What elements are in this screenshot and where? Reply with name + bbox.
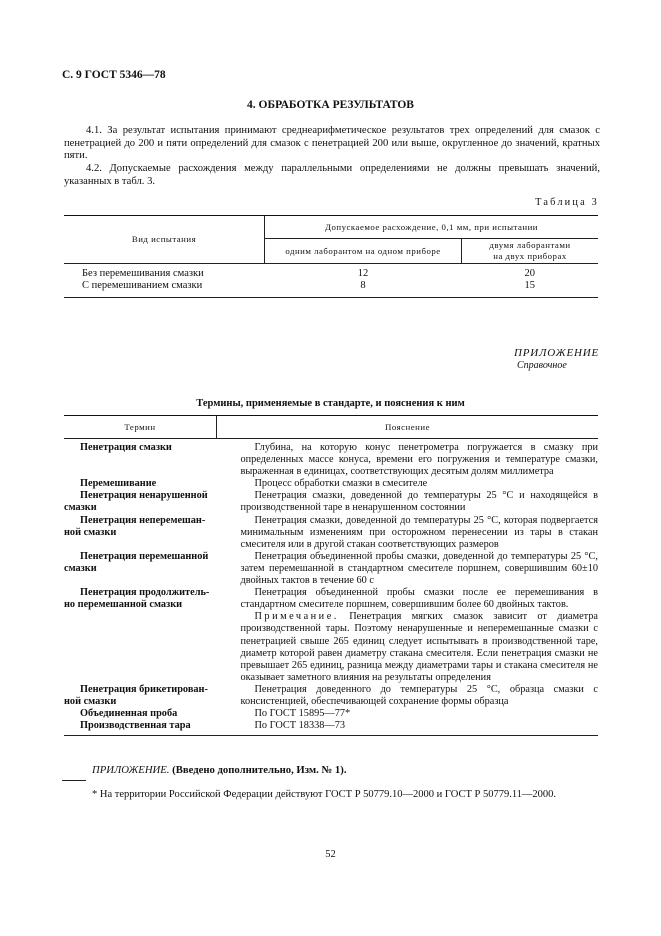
table-3-label: Таблица 3 bbox=[535, 197, 599, 208]
row-value-two-labs: 20 bbox=[524, 268, 535, 279]
term-definition: Пенетрация объединенной пробы смазки после ее перемешивания в стандартном смесителе поршнем, совершившим более 60 двойных тактов. Примечание. Пенетрация мягких смазок зависит от диаметра производственной тары. Поэтому ненарушенные и неперемешанные смазки с пенетрацией свыше 265 единиц следует испытывать в производственной таре, диаметр которой равен диаметру стакана смесителя. Если пенетрация смазки не превышает 265 единиц, разница между диаметрами тары и стакана смесителя не оказывает заметного влияния на результаты определения bbox=[240, 587, 598, 683]
term-definition: Пенетрация смазки, доведенной до температуры 25 °С и находящейся в производственной таре в ненарушенном состоянии bbox=[240, 490, 598, 514]
paragraph-4-2: 4.2. Допускаемые расхождения между параллельными определениями не должны превышать значений, указанных в табл. 3. bbox=[64, 163, 600, 187]
term-note bbox=[241, 611, 599, 684]
term-definition: По ГОСТ 15895—77* bbox=[254, 708, 351, 720]
term-name: Пенетрация ненарушенной смазки bbox=[64, 490, 208, 514]
term-definition: Процесс обработки смазки в смесителе bbox=[254, 478, 428, 490]
term-name: Пенетрация продолжитель- но перемешанной смазки bbox=[64, 587, 210, 611]
page-header: С. 9 ГОСТ 5346—78 bbox=[62, 69, 166, 81]
page-number: 52 bbox=[325, 849, 336, 860]
term-name: Пенетрация смазки bbox=[80, 442, 172, 453]
header-term: Термин bbox=[64, 416, 217, 439]
term-definition: Глубина, на которую конус пенетрометра погружается в смазку при определенных массе конуса, времени его погружения и температуре смазки, выраженная в единицах, соответствующих десятым долям миллиметра bbox=[240, 442, 598, 478]
amendment-note bbox=[92, 764, 347, 776]
term-name: Производственная тара bbox=[64, 720, 217, 736]
header-test-type: Вид испытания bbox=[64, 216, 265, 264]
terms-table-title: Термины, применяемые в стандарте, и пояснения к ним bbox=[196, 398, 465, 409]
paragraph-4-1: 4.1. За результат испытания принимают среднеарифметическое результатов трех определений для смазок с пенетрацией до 200 и пяти определений для смазок с пенетрацией 200 или выше, округленное до значений, кратных пяти. bbox=[64, 125, 600, 162]
term-definition: Пенетрация смазки, доведенной до температуры 25 °С, которая подвергается минимальным изменениям при осторожном перенесении из тары в стакан смесителя или в другой стакан соответствующих размеров bbox=[240, 514, 598, 550]
terms-table bbox=[64, 415, 598, 736]
tolerance-table bbox=[64, 215, 598, 298]
appendix-title: ПРИЛОЖЕНИЕ bbox=[514, 347, 599, 359]
row-value-one-lab: 12 bbox=[357, 268, 369, 279]
row-value-one-lab: 8 bbox=[265, 280, 462, 298]
amendment-text: (Введено дополнительно, Изм. № 1). bbox=[172, 764, 347, 776]
term-definition: Пенетрация объединенной пробы смазки, доведенной до температуры 25 °С, затем перемешанной в стандартном смесителе поршнем, совершившим 60±10 двойных тактов в течение 60 с bbox=[240, 550, 598, 587]
header-explanation: Пояснение bbox=[217, 416, 599, 439]
row-label: Без перемешивания смазки bbox=[82, 268, 204, 279]
amendment-label: ПРИЛОЖЕНИЕ. bbox=[92, 764, 170, 776]
note-text: Пенетрация мягких смазок зависит от диаметра производственной тары. Поэтому ненарушенные и неперемешанные смазки с пенетрацией свыше 265 единиц следует испытывать в производственной таре, диаметр которой равен диаметру стакана смесителя. Если пенетрация смазки не превышает 265 единиц, разница между диаметрами тары и стакана смесителя не оказывает заметного влияния на результаты определения bbox=[240, 611, 598, 683]
term-name: Пенетрация перемешанной смазки bbox=[64, 550, 209, 574]
term-definition: По ГОСТ 18338—73 bbox=[217, 720, 599, 736]
footnote-divider bbox=[62, 780, 86, 781]
term-name: Пенетрация неперемешан- ной смазки bbox=[64, 514, 206, 538]
footnote: * На территории Российской Федерации действуют ГОСТ Р 50779.10—2000 и ГОСТ Р 50779.11—2000. bbox=[92, 789, 557, 800]
term-definition: Пенетрация доведенного до температуры 25 °С, образца смазки с консистенцией, обеспечивающей сохранение формы образца bbox=[240, 683, 598, 707]
term-name: Пенетрация брикетирован- ной смазки bbox=[64, 683, 208, 707]
header-two-labs: двумя лаборантами на двух приборах bbox=[462, 239, 599, 264]
header-tolerance-group: Допускаемое расхождение, 0,1 мм, при испытании bbox=[265, 216, 599, 239]
note-label: Примечание. bbox=[254, 611, 339, 623]
term-name: Перемешивание bbox=[80, 478, 157, 490]
appendix-subtitle: Справочное bbox=[517, 360, 567, 371]
section-title: 4. ОБРАБОТКА РЕЗУЛЬТАТОВ bbox=[247, 99, 414, 111]
row-label: С перемешиванием смазки bbox=[64, 280, 265, 298]
row-value-two-labs: 15 bbox=[462, 280, 599, 298]
header-one-lab: одним лаборантом на одном приборе bbox=[265, 239, 462, 264]
term-name: Объединенная проба bbox=[80, 708, 178, 720]
